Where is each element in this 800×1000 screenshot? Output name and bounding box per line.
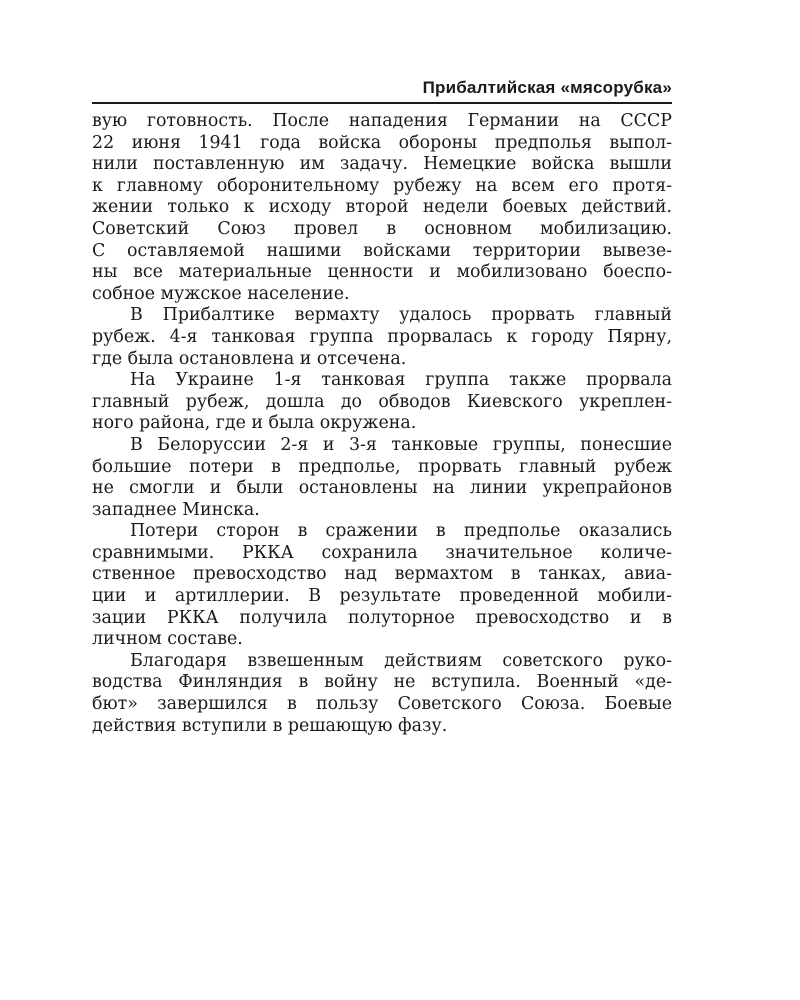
text-line: собное мужское население. xyxy=(92,283,350,304)
text-line: нили поставленную им задачу. Немецкие войска вышли xyxy=(92,154,672,175)
text-line: ного района, где и была окружена. xyxy=(92,413,417,434)
text-line: не смогли и были остановлены на линии укрепрайонов xyxy=(92,478,672,499)
text-line: к главному оборонительному рубежу на всем его протя- xyxy=(92,175,672,196)
text-line: зации РККА получила полуторное превосходство и в xyxy=(92,607,672,628)
text-line: бют» завершился в пользу Советского Союза. Боевые xyxy=(92,694,672,715)
text-line: С оставляемой нашими войсками территории вывезе- xyxy=(92,240,672,261)
text-line: западнее Минска. xyxy=(92,499,260,520)
body-text xyxy=(92,111,672,737)
text-line: сравнимыми. РККА сохранила значительное количе- xyxy=(92,542,672,563)
text-line: действия вступили в решающую фазу. xyxy=(92,715,448,736)
text-line: На Украине 1-я танковая группа также прорвала xyxy=(130,370,672,391)
text-line: большие потери в предполье, прорвать главный рубеж xyxy=(92,456,672,477)
text-line: личном составе. xyxy=(92,629,243,650)
header-rule xyxy=(92,102,672,104)
text-line: ственное превосходство над вермахтом в танках, авиа- xyxy=(92,564,672,585)
text-line: вую готовность. После нападения Германии на СССР xyxy=(92,111,672,131)
text-line: жении только к исходу второй недели боевых действий. xyxy=(92,197,672,218)
text-line: ции и артиллерии. В результате проведенной мобили- xyxy=(92,586,672,607)
text-line: водства Финляндия в войну не вступила. Военный «де- xyxy=(92,672,672,693)
text-line: Потери сторон в сражении в предполье оказались xyxy=(130,521,672,542)
text-line: Советский Союз провел в основном мобилизацию. xyxy=(92,218,672,239)
text-line: В Белоруссии 2-я и 3-я танковые группы, понесшие xyxy=(130,434,672,455)
running-title: Прибалтийская «мясорубка» xyxy=(422,78,672,97)
text-line: В Прибалтике вермахту удалось прорвать главный xyxy=(130,305,672,326)
text-line: Благодаря взвешенным действиям советского руко- xyxy=(130,650,672,671)
text-line: главный рубеж, дошла до обводов Киевского укреплен- xyxy=(92,391,672,412)
text-line: где была остановлена и отсечена. xyxy=(92,348,407,369)
text-line: 22 июня 1941 года войска обороны предполья выпол- xyxy=(92,132,672,153)
text-line: ны все материальные ценности и мобилизовано боеспо- xyxy=(92,262,672,283)
text-line: рубеж. 4-я танковая группа прорвалась к городу Пярну, xyxy=(92,326,672,347)
